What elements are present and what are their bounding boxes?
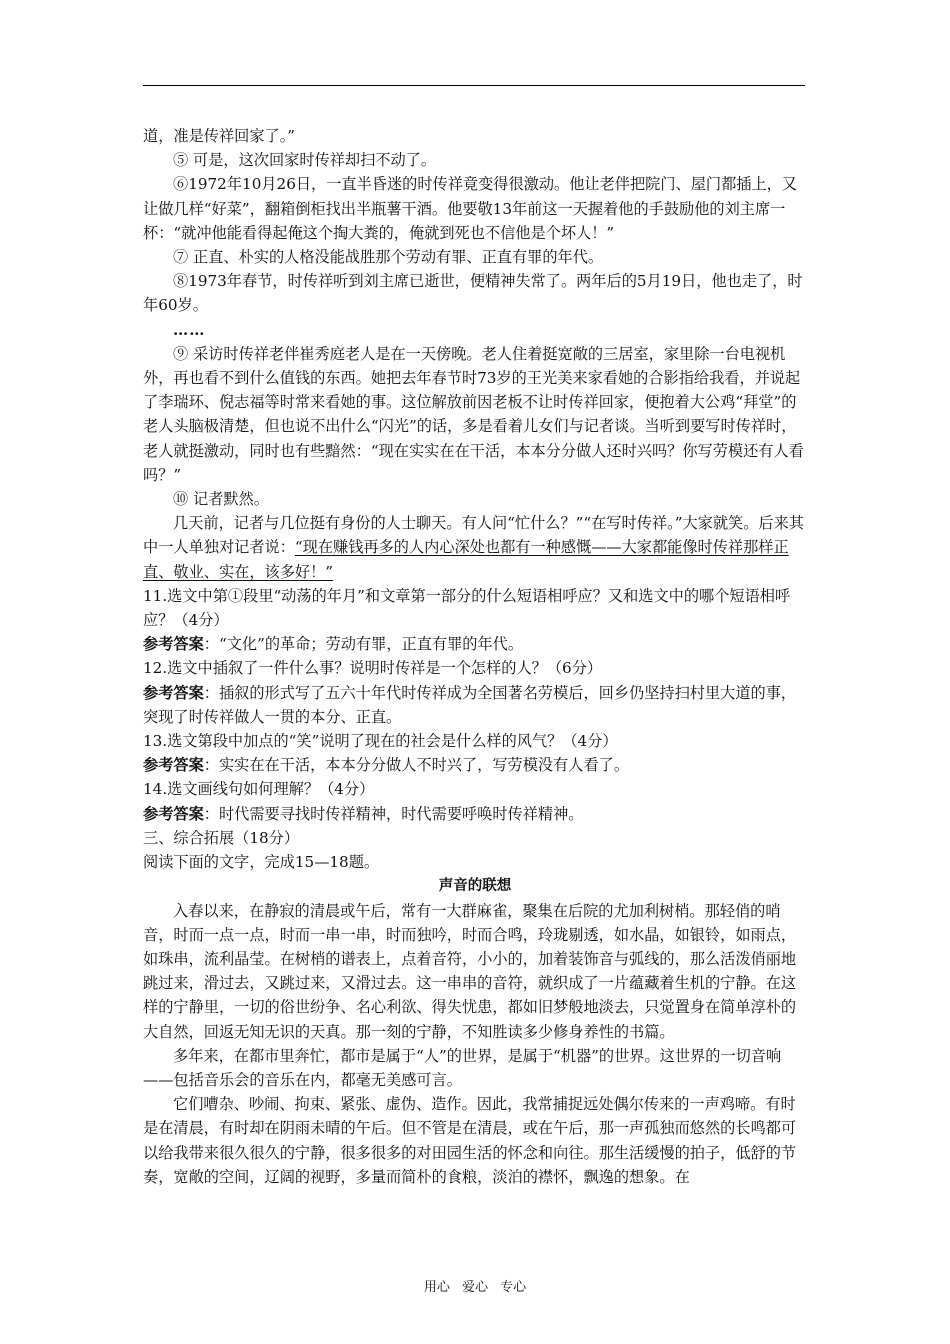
paragraph: ⑨ 采访时传祥老伴崔秀庭老人是在一天傍晚。老人住着挺宽敞的三居室，家里除一台电视机外，再也看不到什么值钱的东西。她把去年春节时73岁的王光美来家看她的合影指给我看，并说起了李瑞环、倪志福等时常来看她的事。这位解放前因老板不让时传祥回家，便抱着大公鸡“拜堂”的老人头脑极清楚，但也说不出什么“闪光”的话，多是看着儿女们与记者谈。当听到要写时传祥时，老人就挺激动，同时也有些黯然：“现在实实在在干活，本本分分做人还时兴吗？你写劳模还有人看吗？” — [143, 344, 804, 484]
essay-title: 声音的联想 — [438, 878, 512, 895]
answer-12 — [143, 681, 807, 729]
ellipsis-line: …… — [173, 320, 206, 339]
paragraph: ⑥1972年10月26日，一直半昏迷的时传祥竟变得很激动。他让老伴把院门、屋门都插上，又让做几样“好菜”，翻箱倒柜找出半瓶薯干酒。他要敬13年前这一天握着他的手鼓励他的刘主席一杯：“就冲他能看得起俺这个掏大粪的，俺就到死也不信他是个坏人！” — [143, 175, 798, 242]
answer-label: 参考答案 — [143, 804, 204, 823]
paragraph-lead: 几天前，记者与几位挺有身份的人士聊天。有人问“忙什么？”“在写时传祥。”大家就笑。后来其中一人单独对记者说： — [143, 514, 804, 557]
paragraph-last — [143, 511, 807, 584]
paragraph: ⑤ 可是，这次回家时传祥却扫不动了。 — [173, 151, 437, 170]
answer-text: ：插叙的形式写了五六十年代时传祥成为全国著名劳模后，回乡仍坚持扫村里大道的事，突现了时传祥做人一贯的本分、正直。 — [143, 683, 797, 726]
document-body — [143, 124, 807, 1189]
answer-label: 参考答案 — [143, 756, 204, 775]
essay-paragraph: 入春以来，在静寂的清晨或午后，常有一大群麻雀，聚集在后院的尤加利树梢。那轻俏的哨音，时而一点一点，时而一串一串，时而独吟，时而合鸣，玲珑剔透，如水晶，如银铃，如雨点，如珠串，流利晶莹。在树梢的谱表上，点着音符，小小的，加着装饰音与弧线的，那么活泼俏丽地跳过来，滑过去，又跳过来，又滑过去。这一串串的音符，就织成了一片蕴藏着生机的宁静。在这样的宁静里，一切的俗世纷争、名心利欲、得失忧患，都如旧梦般地淡去，只觉置身在简单淳朴的大自然，回返无知无识的天真。那一刻的宁静，不知胜读多少修身养性的书篇。 — [143, 901, 797, 1041]
header-rule — [143, 85, 805, 86]
essay-paragraph: 多年来，在都市里奔忙，都市是属于“人”的世界，是属于“机器”的世界。这世界的一切音响——包括音乐会的音乐在内，都毫无美感可言。 — [143, 1046, 782, 1089]
question-14: 14.选文画线句如何理解？（4分） — [143, 780, 375, 799]
paragraph: ⑧1973年春节，时传祥听到刘主席已逝世，便精神失常了。两年后的5月19日，他也走了，时年60岁。 — [143, 272, 803, 315]
essay-paragraph: 它们嘈杂、吵闹、拘束、紧张、虚伪、造作。因此，我常捕捉远处偶尔传来的一声鸡啼。有时是在清晨，有时却在阴雨未晴的午后。但不管是在清晨，或在午后，那一声孤独而悠然的长鸣都可以给我带来很久很久的宁静，很多很多的对田园生活的怀念和向往。那生活缓慢的拍子，低舒的节奏，宽敞的空间，辽阔的视野，多量而简朴的食粮，淡泊的襟怀，飘逸的想象。在 — [143, 1095, 797, 1186]
answer-text: ：时代需要寻找时传祥精神，时代需要呼唤时传祥精神。 — [203, 804, 584, 823]
paragraph: 道，准是传祥回家了。” — [143, 127, 296, 145]
paragraph: ⑦ 正直、朴实的人格没能战胜那个劳动有罪、正直有罪的年代。 — [173, 248, 604, 267]
instruction: 阅读下面的文字，完成15—18题。 — [143, 853, 380, 872]
answer-text: ：“文化”的革命；劳动有罪，正直有罪的年代。 — [203, 635, 524, 654]
answer-14 — [143, 802, 807, 826]
answer-label: 参考答案 — [143, 683, 204, 702]
question-12: 12.选文中插叙了一件什么事？说明时传祥是一个怎样的人？（6分） — [143, 659, 603, 678]
answer-13 — [143, 753, 807, 777]
answer-text: ：实实在在干活，本本分分做人不时兴了，写劳模没有人看了。 — [203, 756, 629, 775]
paragraph: ⑩ 记者默然。 — [173, 490, 269, 509]
answer-11 — [143, 632, 807, 656]
answer-label: 参考答案 — [143, 635, 204, 654]
underlined-sentence: “现在赚钱再多的人内心深处也都有一种感慨——大家都能像时传祥那样正直、敬业、实在，该多好！” — [143, 538, 789, 581]
question-11: 11.选文中第①段里“动荡的年月”和文章第一部分的什么短语相呼应？又和选文中的哪个短语相呼应？（4分） — [143, 586, 791, 630]
section-heading: 三、综合拓展（18分） — [143, 828, 300, 847]
question-13: 13.选文第段中加点的“笑”说明了现在的社会是什么样的风气？（4分） — [143, 732, 618, 751]
page-footer: 用心 爱心 专心 — [423, 1280, 527, 1295]
